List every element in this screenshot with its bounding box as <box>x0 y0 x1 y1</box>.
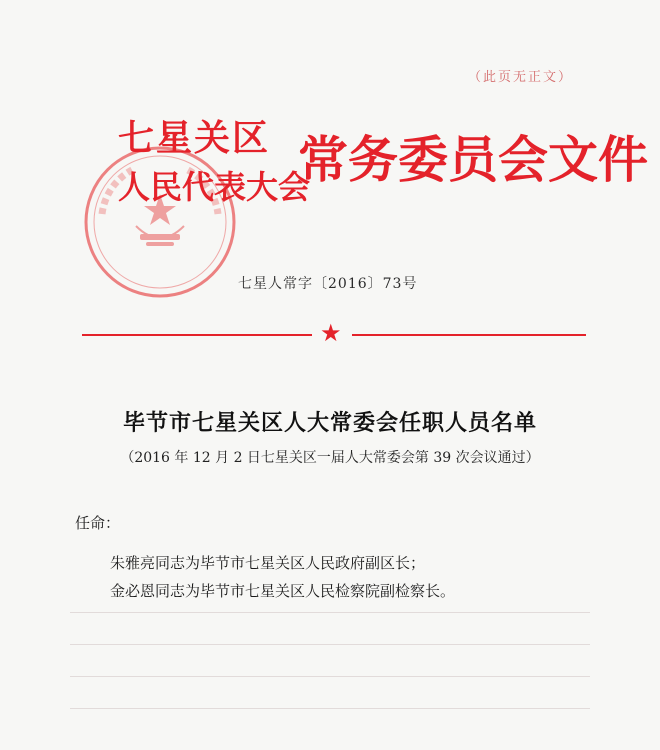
header-rule-right <box>352 334 586 336</box>
issuer-name-line1: 七星关区 <box>118 117 271 159</box>
document-subtitle: （2016 年 12 月 2 日七星关区一届人大常委会第 39 次会议通过） <box>120 450 540 466</box>
corner-note: （此页无正文） <box>468 70 574 85</box>
issuer-document-type: 常务委员会文件 <box>298 130 648 189</box>
document-number: 七星人常字〔2016〕73号 <box>238 276 418 292</box>
bleed-through-line <box>70 612 590 613</box>
appointment-item: 金必恩同志为毕节市七星关区人民检察院副检察长。 <box>110 582 456 600</box>
appointment-item: 朱雅亮同志为毕节市七星关区人民政府副区长； <box>110 554 426 572</box>
bleed-through-line <box>70 708 590 709</box>
document-title: 毕节市七星关区人大常委会任职人员名单 <box>122 410 537 436</box>
section-label: 任命： <box>75 514 121 532</box>
header-rule-left <box>82 334 312 336</box>
bleed-through-line <box>70 676 590 677</box>
bleed-through-line <box>70 644 590 645</box>
star-icon: ★ <box>320 319 342 347</box>
issuer-name-line2: 人民代表大会 <box>118 168 311 206</box>
